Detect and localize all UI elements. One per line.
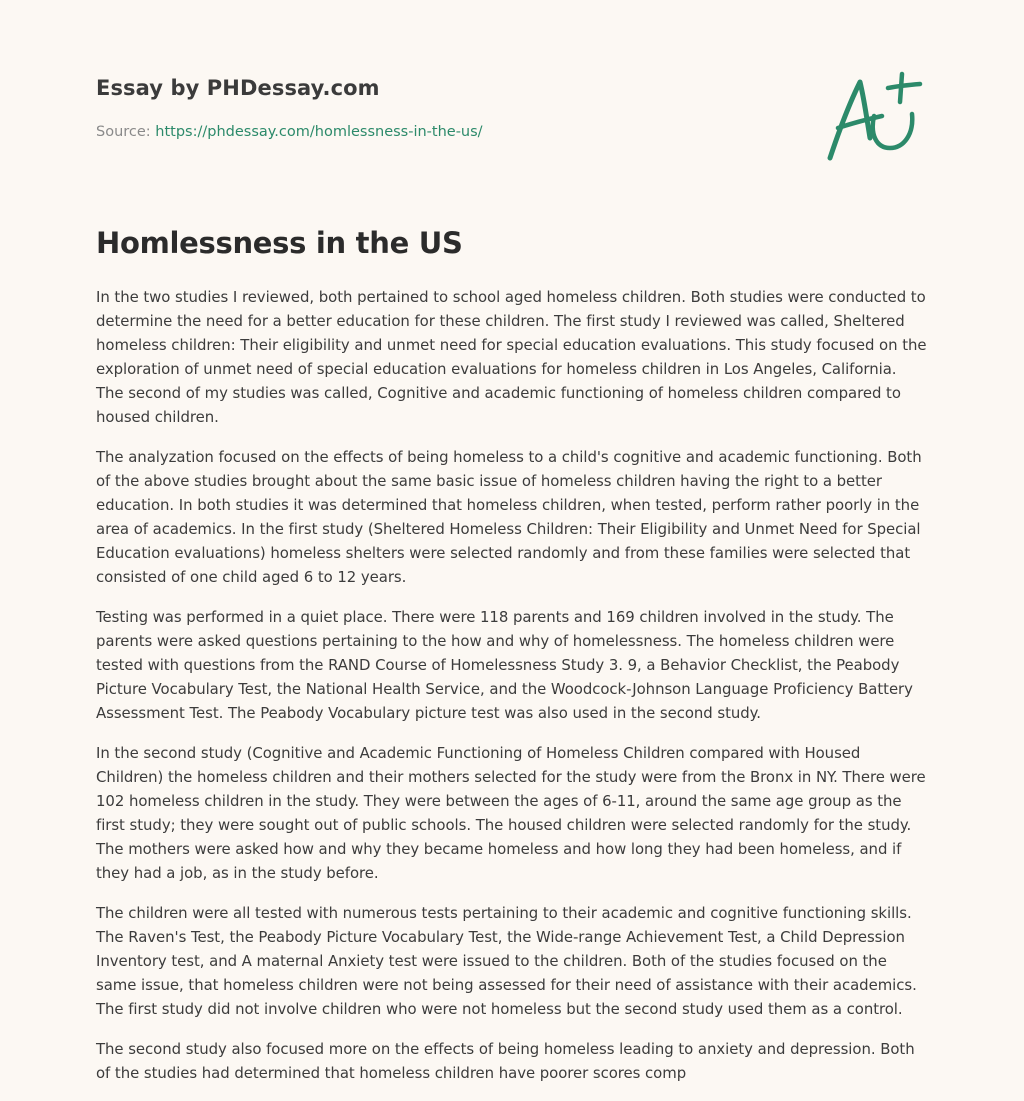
essay-paragraph: In the two studies I reviewed, both pertained to school aged homeless children. Both studies were conducted to determine the need for a better education for these children. The first study I reviewed was called, Sheltered homeless children: Their eligibility and unmet need for special education evaluations. This study focused on the exploration of unmet need of special education evaluations for homeless children in Los Angeles, California. The second of my studies was called, Cognitive and academic functioning of homeless children compared to housed children.	[96, 288, 927, 426]
essay-paragraph: The children were all tested with numerous tests pertaining to their academic and cognitive functioning skills. The Raven's Test, the Peabody Picture Vocabulary Test, the Wide-range Achievement Test, a Child Depression Inventory test, and A maternal Anxiety test were issued to the children. Both of the studies focused on the same issue, that homeless children were not being assessed for their need of assistance with their academics. The first study did not involve children who were not homeless but the second study used them as a control.	[96, 904, 917, 1018]
essay-paragraph: In the second study (Cognitive and Academic Functioning of Homeless Children compared with Housed Children) the homeless children and their mothers selected for the study were from the Bronx in NY. There were 102 homeless children in the study. They were between the ages of 6-11, around the same age group as the first study; they were sought out of public schools. The housed children were selected randomly for the study. The mothers were asked how and why they became homeless and how long they had been homeless, and if they had a job, as in the study before.	[96, 744, 926, 882]
brand-title: Essay by PHDessay.com	[96, 76, 380, 100]
source-link[interactable]: https://phdessay.com/homlessness-in-the-us/	[155, 124, 483, 140]
source-label: Source:	[96, 124, 156, 140]
essay-paragraph: Testing was performed in a quiet place. There were 118 parents and 169 children involved in the study. The parents were asked questions pertaining to the how and why of homelessness. The homeless children were tested with questions from the RAND Course of Homelessness Study 3. 9, a Behavior Checklist, the Peabody Picture Vocabulary Test, the National Health Service, and the Woodcock-Johnson Language Proficiency Battery Assessment Test. The Peabody Vocabulary picture test was also used in the second study.	[96, 608, 913, 722]
page-header	[96, 0, 928, 220]
essay-paragraph: The second study also focused more on the effects of being homeless leading to anxiety and depression. Both of the studies had determined that homeless children have poorer scores comp	[96, 1040, 915, 1082]
essay-paragraph: The analyzation focused on the effects of being homeless to a child's cognitive and academic functioning. Both of the above studies brought about the same basic issue of homeless children having the right to a better education. In both studies it was determined that homeless children, when tested, perform rather poorly in the area of academics. In the first study (Sheltered Homeless Children: Their Eligibility and Unmet Need for Special Education evaluations) homeless shelters were selected randomly and from these families were selected that consisted of one child aged 6 to 12 years.	[96, 448, 922, 586]
essay-page	[96, 0, 928, 1082]
a-plus-logo-icon	[824, 68, 928, 164]
source-line	[96, 124, 483, 140]
essay-title: Homlessness in the US	[96, 226, 463, 260]
essay-body	[96, 285, 928, 1101]
